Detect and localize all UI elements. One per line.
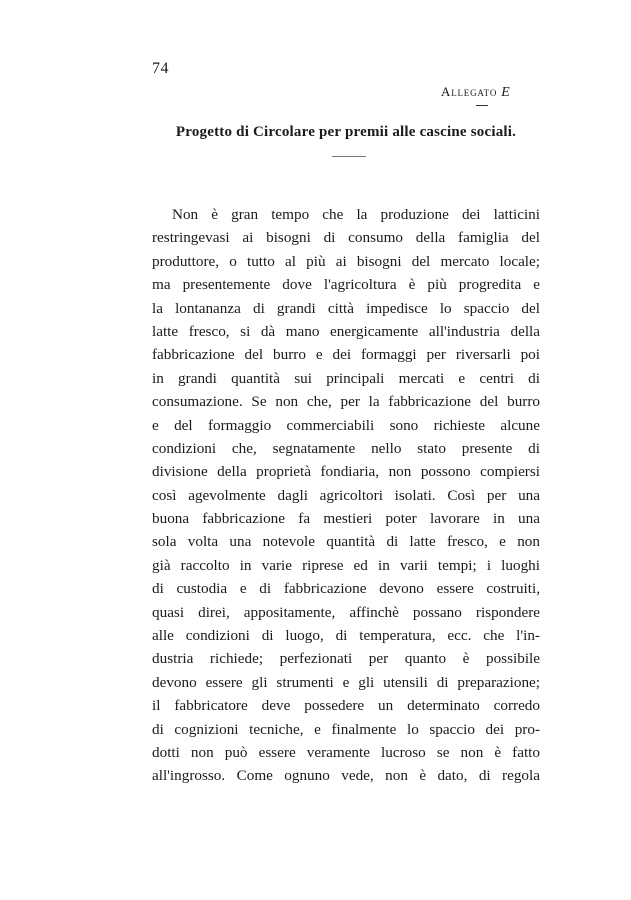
text-line: Non è gran tempo che la produzione dei latticini: [172, 206, 540, 223]
text-line: fabbricazione del burro e dei formaggi per riversarli poi: [152, 346, 540, 364]
text-line: all'ingrosso. Come ognuno vede, non è dato, di regola: [152, 767, 540, 785]
text-line: il fabbricatore deve possedere un determinato corredo: [152, 697, 540, 715]
text-line: così agevolmente dagli agricoltori isolati. Così per una: [152, 486, 540, 504]
document-title: Progetto di Circolare per premii alle cascine sociali.: [175, 124, 517, 140]
text-line: alle condizioni di luogo, di temperatura, ecc. che l'in-: [152, 627, 540, 645]
annex-letter: E: [501, 85, 511, 100]
text-line: quasi direi, appositamente, affinchè possano rispondere: [152, 603, 540, 621]
text-line: divisione della proprietà fondiaria, non possono compiersi: [152, 463, 540, 481]
text-line: devono essere gli strumenti e gli utensili di preparazione;: [152, 673, 540, 691]
text-line: condizioni che, segnatamente nello stato presente di: [152, 439, 540, 457]
text-line: consumazione. Se non che, per la fabbricazione del burro: [152, 393, 540, 411]
text-line: dotti non può essere veramente lucroso se non è fatto: [152, 743, 540, 761]
text-line: produttore, o tutto al più ai bisogni del mercato locale;: [152, 252, 540, 270]
text-line: sola volta una notevole quantità di latte fresco, e non: [152, 533, 540, 551]
text-line: in grandi quantità sui principali mercati e centri di: [152, 369, 540, 387]
annex-heading: [441, 84, 511, 101]
text-line: dustria richiede; perfezionati per quanto è possibile: [152, 650, 540, 668]
text-line: e del formaggio commerciabili sono richieste alcune: [152, 416, 540, 434]
text-line: la lontananza di grandi città impedisce lo spaccio del: [152, 299, 540, 317]
title-divider: [332, 156, 366, 157]
text-line: di cognizioni tecniche, e finalmente lo spaccio dei pro-: [152, 720, 540, 738]
text-line: buona fabbricazione fa mestieri poter lavorare in una: [152, 510, 540, 528]
text-line: di custodia e di fabbricazione devono essere costruiti,: [152, 580, 540, 598]
text-line: ma presentemente dove l'agricoltura è più progredita e: [152, 276, 540, 294]
page-number: 74: [152, 60, 169, 77]
text-line: latte fresco, si dà mano energicamente all'industria della: [152, 322, 540, 340]
annex-label: Allegato: [441, 84, 498, 99]
annex-rule: [476, 105, 488, 106]
text-line: restringevasi ai bisogni di consumo della famiglia del: [152, 229, 540, 247]
text-line: già raccolto in varie riprese ed in varii tempi; i luoghi: [152, 556, 540, 574]
body-paragraph: [152, 203, 540, 788]
